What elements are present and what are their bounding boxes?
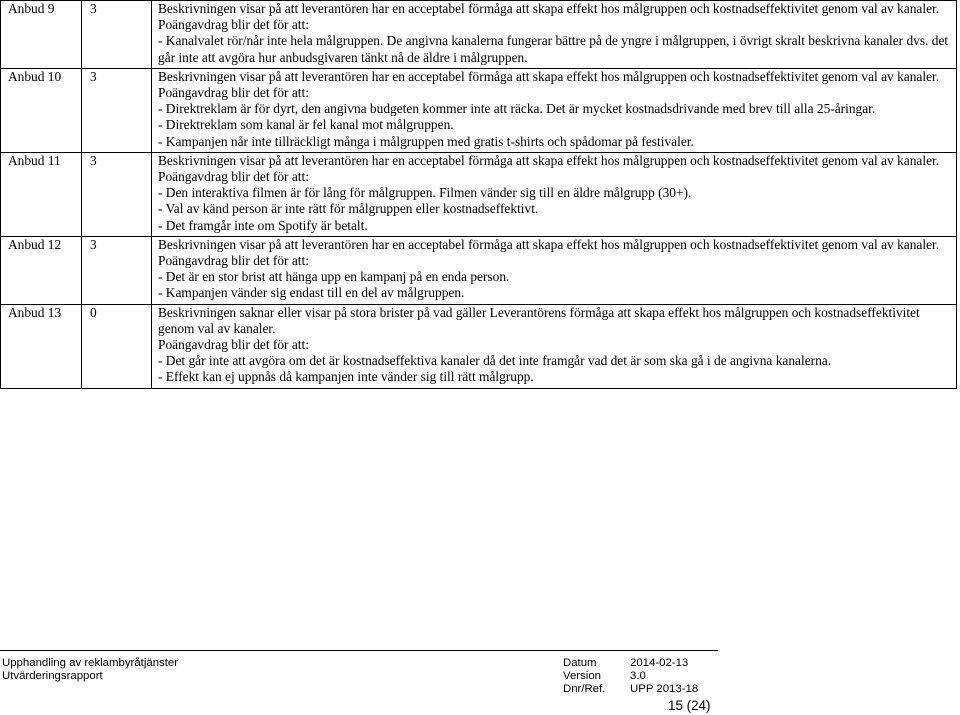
assessment-summary: Beskrivningen visar på att leverantören har en acceptabel förmåga att skapa effekt hos målgruppen och kostnadseffektivitet genom val av kanaler. [158,68,940,84]
assessment-summary: Beskrivningen visar på att leverantören har en acceptabel förmåga att skapa effekt hos målgruppen och kostnadseffektivitet genom val av kanaler. [158,236,940,252]
assessment-summary: Beskrivningen saknar eller visar på stora brister på vad gäller Leverantörens förmåga att skapa effekt hos målgruppen och kostnadseffektivitet genom val av kanaler. [158,304,920,336]
deduction-item: - Kanalvalet rör/når inte hela målgruppen. De angivna kanalerna fungerar bättre på de yngre i målgruppen, i övrigt skralt beskrivna kanaler dvs. det går inte att avgöra hur anbudsgivaren tänkt nå de äldre i målgruppen. [158,33,949,65]
footer-ref-value: UPP 2013-18 [630,683,699,695]
page-footer [0,650,960,715]
footer-rule [0,650,718,651]
deduction-item: - Val av känd person är inte rätt för målgruppen eller kostnadseffektivt. [158,201,539,217]
evaluation-row [1,68,957,152]
bid-name: Anbud 11 [1,152,82,236]
bid-score: 3 [82,152,152,236]
bid-name: Anbud 12 [1,236,82,304]
bid-name: Anbud 10 [1,68,82,152]
bid-assessment [152,68,957,152]
footer-procurement-title: Upphandling av reklambyråtjänster [2,657,179,669]
bid-assessment [152,152,957,236]
deduction-heading: Poängavdrag blir det för att: [158,17,309,33]
assessment-summary: Beskrivningen visar på att leverantören har en acceptabel förmåga att skapa effekt hos målgruppen och kostnadseffektivitet genom val av kanaler. [158,1,940,16]
deduction-item: - Direktreklam är för dyrt, den angivna budgeten kommer inte att räcka. Det är mycket kostnadsdrivande med brev till alla 25-åringar. [158,101,876,117]
deduction-item: - Det är en stor brist att hänga upp en kampanj på en enda person. [158,269,510,285]
footer-version-value: 3.0 [630,670,646,682]
bid-score: 3 [82,1,152,69]
deduction-heading: Poängavdrag blir det för att: [158,169,309,185]
footer-version-label: Version [563,670,601,682]
deduction-heading: Poängavdrag blir det för att: [158,85,309,101]
assessment-summary: Beskrivningen visar på att leverantören har en acceptabel förmåga att skapa effekt hos målgruppen och kostnadseffektivitet genom val av kanaler. [158,152,940,168]
evaluation-row [1,152,957,236]
evaluation-row [1,236,957,304]
footer-page-number: 15 (24) [668,698,711,713]
bid-name: Anbud 9 [1,1,82,69]
bid-assessment [152,304,957,388]
deduction-heading: Poängavdrag blir det för att: [158,337,309,353]
bid-assessment [152,1,957,69]
bid-name: Anbud 13 [1,304,82,388]
deduction-item: - Det framgår inte om Spotify är betalt. [158,217,368,233]
deduction-item: - Kampanjen når inte tillräckligt många i målgruppen med gratis t-shirts och spådomar på festivaler. [158,133,694,149]
footer-ref-label: Dnr/Ref. [563,683,606,695]
deduction-item: - Den interaktiva filmen är för lång för målgruppen. Filmen vänder sig till en äldre målgrupp (30+). [158,185,692,201]
evaluation-table-body [1,1,957,389]
footer-date-label: Datum [563,657,597,669]
footer-report-title: Utvärderingsrapport [2,670,103,682]
deduction-item: - Det går inte att avgöra om det är kostnadseffektiva kanaler då det inte framgår vad det är som ska gå i de angivna kanalerna. [158,353,832,369]
evaluation-row [1,1,957,69]
deduction-item: - Direktreklam som kanal är fel kanal mot målgruppen. [158,117,454,133]
bid-score: 3 [82,68,152,152]
deduction-item: - Kampanjen vänder sig endast till en del av målgruppen. [158,285,465,301]
bid-score: 3 [82,236,152,304]
footer-date-value: 2014-02-13 [630,657,689,669]
bid-score: 0 [82,304,152,388]
evaluation-row [1,304,957,388]
deduction-heading: Poängavdrag blir det för att: [158,253,309,269]
deduction-item: - Effekt kan ej uppnås då kampanjen inte vänder sig till rätt målgrupp. [158,369,534,385]
bid-assessment [152,236,957,304]
